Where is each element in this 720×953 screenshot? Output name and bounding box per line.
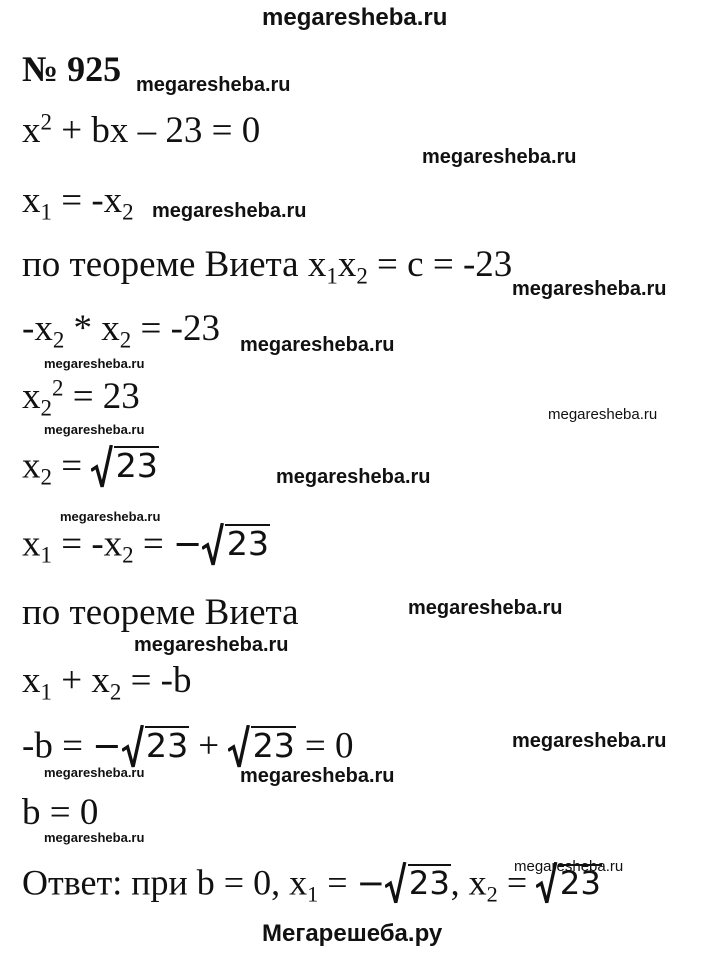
sqrt-symbol: 23 — [122, 726, 189, 764]
watermark: megaresheba.ru — [408, 597, 563, 619]
watermark: megaresheba.ru — [512, 730, 667, 752]
watermark: megaresheba.ru — [240, 334, 395, 356]
site-footer: Мегарешеба.ру — [262, 920, 443, 947]
equation-line-11: b = 0 — [22, 792, 99, 833]
equation-line-9: $x_1 + x_2 = -b$ — [22, 660, 192, 705]
watermark: megaresheba.ru — [512, 278, 667, 300]
sqrt-symbol: 23 — [536, 864, 601, 900]
watermark: megaresheba.ru — [514, 858, 624, 875]
equation-line-2: $x_1 = -x_2$ — [22, 180, 134, 225]
equation-line-6: $x_2$ = 23 — [22, 445, 158, 490]
equation-line-10: -b = − 23 + 23 = 0 — [22, 725, 354, 767]
sqrt-symbol: 23 — [91, 446, 158, 484]
watermark: megaresheba.ru — [422, 146, 577, 168]
problem-number: № 925 — [22, 49, 122, 89]
watermark: megaresheba.ru — [548, 406, 658, 423]
watermark: megaresheba.ru — [134, 634, 289, 656]
watermark: megaresheba.ru — [136, 74, 291, 96]
answer-line: Ответ: при b = 0, $x_1$ = − 23, $x_2$ = 23 — [22, 862, 601, 907]
watermark: megaresheba.ru — [44, 765, 145, 780]
equation-line-4: $-x_2 * x_2 = -23$ — [22, 308, 220, 353]
watermark: megaresheba.ru — [240, 765, 395, 787]
equation-line-7: $x_1 = -x_2$ = − 23 — [22, 523, 270, 568]
watermark: megaresheba.ru — [276, 466, 431, 488]
sqrt-symbol: 23 — [385, 864, 450, 900]
site-header: megaresheba.ru — [262, 4, 448, 31]
watermark: megaresheba.ru — [44, 830, 145, 845]
watermark: megaresheba.ru — [44, 422, 145, 437]
watermark: megaresheba.ru — [44, 356, 145, 371]
sqrt-symbol: 23 — [228, 726, 295, 764]
sqrt-symbol: 23 — [202, 524, 269, 562]
equation-line-1: $x^2$ + bx – 23 = 0 — [22, 109, 261, 151]
equation-line-5: $x_2^2 = 23$ — [22, 375, 140, 421]
watermark: megaresheba.ru — [60, 509, 161, 524]
equation-line-3: по теореме Виета $x_1x_2 = c = -23$ — [22, 244, 513, 289]
watermark: megaresheba.ru — [152, 200, 307, 222]
equation-line-8: по теореме Виета — [22, 592, 299, 633]
